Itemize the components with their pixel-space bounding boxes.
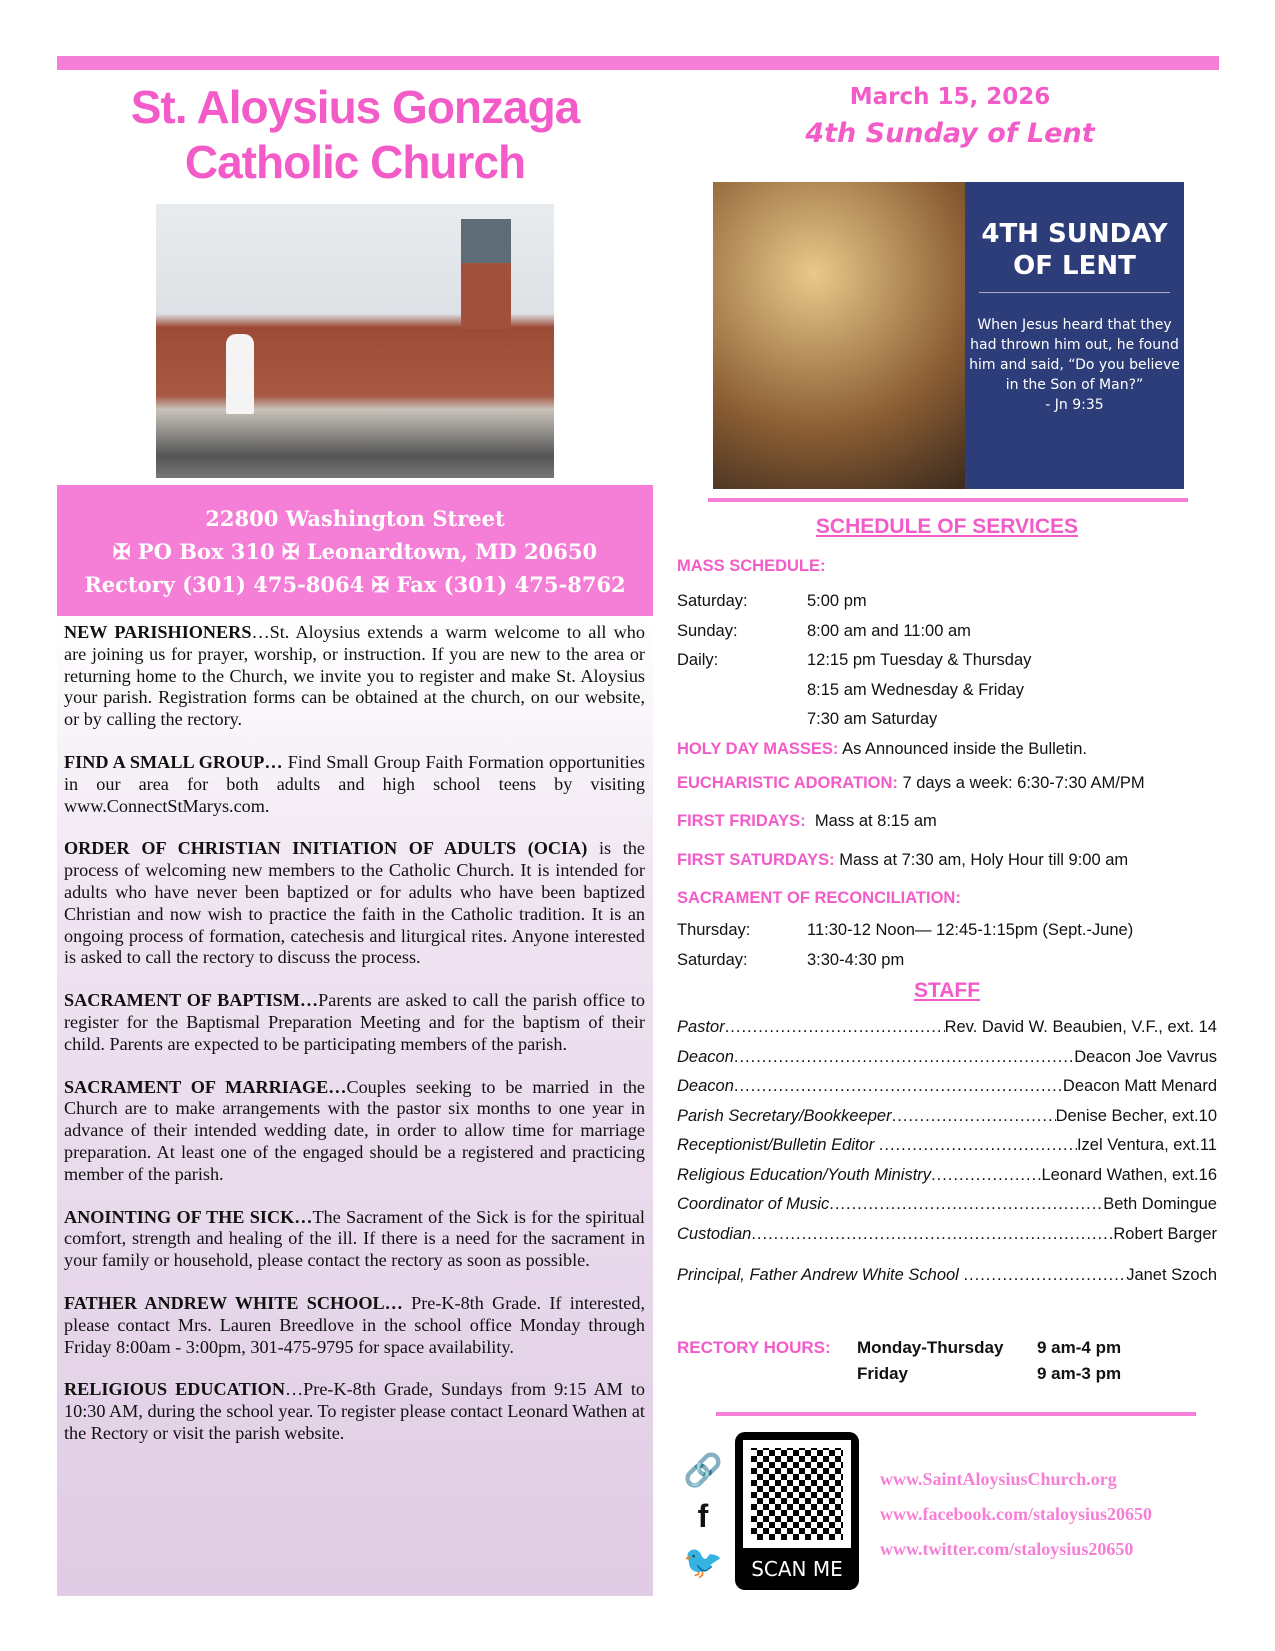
mass-day: Daily:: [677, 651, 719, 670]
top-accent-bar: [57, 56, 1219, 70]
facebook-icon[interactable]: f: [697, 1498, 709, 1534]
hours-days: Friday: [857, 1364, 909, 1383]
reconciliation-time: 11:30-12 Noon— 12:45-1:15pm (Sept.-June): [807, 921, 1134, 940]
article-heading: ORDER OF CHRISTIAN INITIATION OF ADULTS (OCIA): [64, 838, 588, 859]
schedule-title: SCHEDULE OF SERVICES: [815, 515, 1079, 538]
leader-dots: [725, 1018, 945, 1037]
article-heading: SACRAMENT OF MARRIAGE…: [64, 1076, 347, 1097]
spacer: [677, 1364, 857, 1384]
staff-row: [677, 1161, 1217, 1191]
rectory-hours: [677, 1338, 1157, 1384]
first-saturdays-text: Mass at 7:30 am, Holy Hour till 9:00 am: [834, 850, 1129, 869]
staff-role: Principal, Father Andrew White School: [677, 1266, 964, 1285]
hours-time: 9 am-3 pm: [1037, 1364, 1122, 1383]
liturgical-day: 4th Sunday of Lent: [805, 118, 1095, 149]
staff-name: Leonard Wathen, ext.16: [1041, 1165, 1217, 1184]
staff-role: Parish Secretary/Bookkeeper: [677, 1106, 892, 1125]
mass-time: 5:00 pm: [807, 592, 867, 611]
church-name: [60, 80, 650, 190]
mass-time: 8:15 am Wednesday & Friday: [807, 680, 1025, 699]
bulletin-date: March 15, 2026: [849, 84, 1051, 110]
mass-time: 12:15 pm Tuesday & Thursday: [807, 651, 1032, 670]
article-body: Pre-K-8th Grade. If interested, please contact Mrs. Lauren Breedlove in the school office Monday through Friday 8:00am - 3:00pm, 301-475-9795 for space availability.: [64, 1292, 645, 1357]
reconciliation-row: [677, 946, 1217, 976]
adoration: [677, 764, 1217, 802]
article-heading: FIND A SMALL GROUP…: [64, 751, 283, 772]
staff-name: Rev. David W. Beaubien, V.F., ext. 14: [944, 1018, 1217, 1037]
web-links: [880, 1462, 1152, 1567]
church-name-line2: Catholic Church: [184, 136, 526, 188]
staff-role: Deacon: [677, 1047, 734, 1066]
reconciliation-heading: [677, 880, 1217, 916]
article-body: is the process of welcoming new members to the Catholic Church. It is intended for adults who have never been baptized or for adults who have been baptized Christian and now wish to practice the faith in the Catholic tradition. It is an ongoing process of formation, catechesis and liturgical rites. Anyone interested is asked to call the rectory to discuss the process.: [64, 838, 645, 968]
rectory-hours-label: RECTORY HOURS:: [677, 1338, 831, 1357]
first-fridays: [677, 802, 1217, 840]
leader-dots: [931, 1166, 1041, 1185]
staff-row: [677, 1013, 1217, 1043]
mass-time: 8:00 am and 11:00 am: [807, 621, 971, 640]
announcements: [57, 616, 653, 1596]
staff-role: Receptionist/Bulletin Editor: [677, 1136, 879, 1155]
connect-link[interactable]: www.ConnectStMarys.com: [64, 795, 265, 816]
staff-row: [677, 1261, 1217, 1291]
statue: [226, 334, 254, 414]
staff-row: [677, 1131, 1217, 1161]
mass-row: [677, 617, 1217, 647]
first-fridays-text: Mass at 8:15 am: [805, 811, 937, 830]
bell-tower: [461, 219, 511, 329]
qr-pattern: [743, 1440, 851, 1548]
article-small-group: [64, 752, 645, 817]
holy-day: [677, 735, 1217, 765]
twitter-icon[interactable]: 🐦: [683, 1543, 723, 1581]
staff-role: Deacon: [677, 1077, 734, 1096]
staff-row: [677, 1220, 1217, 1250]
first-saturdays: [677, 840, 1217, 880]
qr-code[interactable]: [735, 1432, 859, 1590]
article-body: Couples seeking to be married in the Church are to make arrangements with the pastor six months to one year in advance of their intended wedding date, in order to allow time for marriage preparation. At least one of the engaged should be a registered and practicing member of the parish.: [64, 1076, 645, 1184]
lent-panel: [965, 182, 1184, 489]
hours-days: Monday-Thursday: [857, 1338, 1004, 1357]
article-body: Find Small Group Faith Formation opportunities in our area for both adults and high school teens by visiting: [64, 751, 645, 794]
first-saturdays-label: FIRST SATURDAYS:: [677, 850, 835, 869]
adoration-label: EUCHARISTIC ADORATION:: [677, 773, 898, 792]
leader-dots: [879, 1136, 1077, 1155]
leader-dots: [892, 1107, 1056, 1126]
phone-fax: Rectory (301) 475-8064 ✠ Fax (301) 475-8762: [84, 572, 626, 597]
article-baptism: [64, 990, 645, 1055]
staff-row: [677, 1102, 1217, 1132]
reconciliation-day: Saturday:: [677, 950, 748, 969]
street-address: 22800 Washington Street: [205, 506, 505, 531]
holy-day-label: HOLY DAY MASSES:: [677, 739, 839, 758]
adoration-text: 7 days a week: 6:30-7:30 AM/PM: [897, 773, 1145, 792]
article-heading: FATHER ANDREW WHITE SCHOOL…: [64, 1292, 403, 1313]
reconciliation-day: Thursday:: [677, 921, 751, 940]
staff-role: Coordinator of Music: [677, 1195, 830, 1214]
website-link[interactable]: www.SaintAloysiusChurch.org: [880, 1469, 1117, 1489]
article-body: The Sacrament of the Sick is for the spiritual comfort, strength and healing of the ill. If there is a need for the sacrament in your family or household, please contact the rectory as soon as possible.: [64, 1206, 645, 1271]
leader-dots: [734, 1048, 1074, 1067]
staff-role: Religious Education/Youth Ministry: [677, 1165, 932, 1184]
lent-title-1: 4TH SUNDAY: [981, 219, 1168, 249]
article-marriage: [64, 1077, 645, 1186]
mass-row: [677, 646, 1217, 676]
article-body: …Pre-K-8th Grade, Sundays from 9:15 AM to 10:30 AM, during the school year. To register please contact Leonard Wathen at the Rectory or visit the parish website.: [64, 1379, 645, 1443]
staff-name: Beth Domingue: [1103, 1195, 1217, 1214]
leader-dots: [751, 1225, 1113, 1244]
staff-role: Custodian: [677, 1224, 752, 1243]
staff-name: Denise Becher, ext.10: [1055, 1106, 1217, 1125]
staff-row: [677, 1072, 1217, 1102]
hours-time: 9 am-4 pm: [1037, 1338, 1122, 1357]
scan-me-label: SCAN ME: [751, 1557, 843, 1581]
leader-dots: [829, 1195, 1103, 1214]
mass-schedule-label: MASS SCHEDULE:: [677, 557, 826, 575]
staff-name: Robert Barger: [1113, 1224, 1217, 1243]
mass-row: [677, 587, 1217, 617]
mass-day: Sunday:: [677, 621, 738, 640]
staff-row: [677, 1190, 1217, 1220]
lent-graphic: [713, 182, 1184, 489]
divider: [716, 1412, 1196, 1416]
reconciliation-label: SACRAMENT OF RECONCILIATION:: [677, 888, 961, 907]
leader-dots: [734, 1077, 1063, 1096]
twitter-link[interactable]: www.twitter.com/staloysius20650: [880, 1539, 1134, 1559]
po-box: ✠ PO Box 310 ✠ Leonardtown, MD 20650: [112, 539, 598, 564]
article-body: Parents are asked to call the parish office to register for the Baptismal Preparation Meeting and for the baptism of their child. Parents are expected to be participating members of the parish.: [64, 990, 645, 1054]
mass-row: [677, 676, 1217, 706]
mass-row: [677, 705, 1217, 735]
link-icon[interactable]: 🔗: [683, 1451, 723, 1489]
address-block: [57, 485, 653, 616]
schedule-section: [677, 515, 1217, 1291]
article-anointing: [64, 1207, 645, 1272]
article-heading: SACRAMENT OF BAPTISM…: [64, 990, 319, 1011]
reconciliation-time: 3:30-4:30 pm: [807, 950, 905, 969]
divider: [979, 292, 1170, 293]
staff-title: STAFF: [913, 979, 981, 1002]
article-ocia: [64, 838, 645, 969]
article-body: …St. Aloysius extends a warm welcome to all who are joining us for prayer, worship, or instruction. If you are new to the area or returning home to the Church, we invite you to register and make St. Aloysius your parish. Registration forms can be obtained at the church, on our website, or by calling the rectory.: [64, 622, 645, 730]
article-school: [64, 1293, 645, 1358]
article-tail: .: [264, 795, 270, 816]
facebook-link[interactable]: www.facebook.com/staloysius20650: [880, 1504, 1153, 1524]
first-fridays-label: FIRST FRIDAYS:: [677, 811, 806, 830]
staff-name: Deacon Matt Menard: [1062, 1077, 1217, 1096]
article-religious-ed: [64, 1379, 645, 1444]
divider: [708, 498, 1188, 502]
staff-name: Izel Ventura, ext.11: [1076, 1136, 1217, 1155]
jesus-painting: [713, 182, 965, 489]
reconciliation-row: [677, 916, 1217, 946]
staff-row: [677, 1043, 1217, 1073]
social-icons: [683, 1447, 723, 1585]
article-heading: RELIGIOUS EDUCATION: [64, 1379, 285, 1400]
lent-quote: When Jesus heard that they had thrown him out, he found him and said, “Do you believe in the Son of Man?”: [969, 317, 1180, 393]
lent-title-2: OF LENT: [1013, 251, 1136, 281]
staff-role: Pastor: [677, 1018, 725, 1037]
article-new-parishioners: [64, 622, 645, 731]
church-photo: [156, 204, 554, 478]
article-heading: ANOINTING OF THE SICK…: [64, 1206, 313, 1227]
staff-name: Janet Szoch: [1126, 1266, 1217, 1285]
lent-citation: - Jn 9:35: [1045, 397, 1104, 413]
leader-dots: [963, 1266, 1126, 1285]
church-name-line1: St. Aloysius Gonzaga: [130, 81, 580, 133]
mass-time: 7:30 am Saturday: [807, 710, 938, 729]
staff-name: Deacon Joe Vavrus: [1074, 1047, 1217, 1066]
holy-day-text: As Announced inside the Bulletin.: [838, 739, 1087, 758]
mass-day: Saturday:: [677, 592, 748, 611]
article-heading: NEW PARISHIONERS: [64, 622, 252, 642]
